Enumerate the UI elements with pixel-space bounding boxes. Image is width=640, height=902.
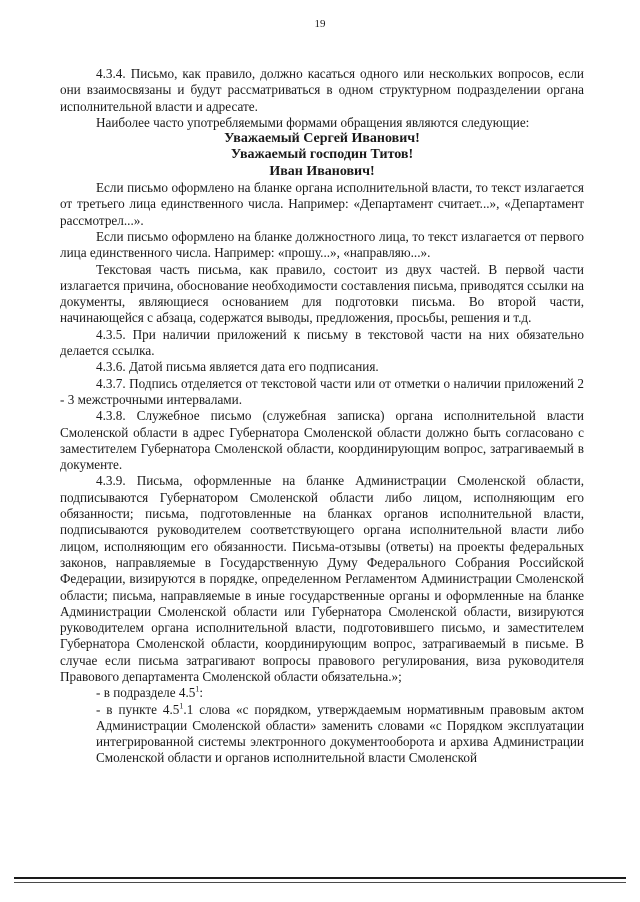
paragraph-4-3-6: 4.3.6. Датой письма является дата его подписания.: [96, 359, 379, 375]
subsection-text: - в подразделе 4.5: [96, 685, 196, 701]
paragraph-subsection-4-5-1: [60, 685, 584, 701]
paragraph-4-3-8: 4.3.8. Служебное письмо (служебная записка) органа исполнительной власти Смоленской области в адрес Губернатора Смоленской области должно быть согласовано с заместителем Губернатора Смоленской области, координирующим вопрос, затрагиваемый в документе.: [60, 408, 584, 473]
point-text-rest: .1 слова «с порядком, утверждаемым нормативным правовым актом Администрации Смоленской области» заменить словами «с Порядком эксплуатации интегрированной системы электронного документооборота и архива Администрации Смоленской области и органов исполнительной власти Смоленской: [96, 701, 584, 766]
paragraph-4-3-5: 4.3.5. При наличии приложений к письму в текстовой части на них обязательно делается ссылка.: [60, 326, 584, 359]
page-number: 19: [314, 18, 326, 30]
salutation-example-3: Иван Иванович!: [269, 163, 375, 179]
document-body: [60, 66, 584, 767]
paragraph-first-person: Если письмо оформлено на бланке должностного лица, то текст излагается от первого лица единственного числа. Например: «прошу...», «направляю...».: [60, 228, 584, 261]
paragraph-salutation-intro: Наиболее часто употребляемыми формами обращения являются следующие:: [96, 114, 530, 130]
superscript: 1: [195, 684, 200, 694]
salutation-example-1: Уважаемый Сергей Иванович!: [224, 131, 420, 147]
subsection-colon: :: [199, 685, 204, 701]
bottom-divider-thin: [14, 882, 626, 883]
paragraph-4-3-7: 4.3.7. Подпись отделяется от текстовой части или от отметки о наличии приложений 2 - 3 межстрочными интервалами.: [60, 375, 584, 407]
bottom-divider: [14, 877, 626, 879]
superscript: 1: [179, 701, 184, 711]
point-text-start: - в пункте 4.5: [96, 701, 180, 717]
paragraph-text-parts: Текстовая часть письма, как правило, состоит из двух частей. В первой части излагается причина, обоснование необходимости составления письма, приводятся ссылки на документы, являющиеся основанием для подготовки письма. Во второй части, начинающейся с абзаца, содержатся выводы, предложения, просьбы, решения и т.д.: [60, 261, 584, 326]
paragraph-4-3-4: 4.3.4. Письмо, как правило, должно касаться одного или нескольких вопросов, если они взаимосвязаны и будут рассматриваться в одном структурном подразделении органа исполнительной власти и адресате.: [60, 66, 584, 114]
paragraph-4-3-9: 4.3.9. Письма, оформленные на бланке Администрации Смоленской области, подписываются Губернатором Смоленской области либо лицом, исполняющим его обязанности; письма, подготовленные на бланках органов исполнительной власти, подписываются руководителем соответствующего органа исполнительной власти либо лицом, исполняющим его обязанности. Письма-отзывы (ответы) на проекты федеральных законов, направляемые в Государственную Думу Федерального Собрания Российской Федерации, визируются в порядке, определенном Регламентом Администрации Смоленской области; письма, направляемые в иные государственные органы и оформленные на бланке Администрации Смоленской области или Губернатора Смоленской области, визируются руководителем органа исполнительной власти, подготовившего письмо, и заместителем Губернатора Смоленской области, координирующим вопрос, затрагиваемый в письме. В случае если письма затрагивают вопросы правового регулирования, виза руководителя Правового департамента Смоленской области обязательна.»;: [60, 473, 584, 684]
paragraph-third-person: Если письмо оформлено на бланке органа исполнительной власти, то текст излагается от третьего лица единственного числа. Например: «Департамент считает...», «Департамент рассмотрел...».: [60, 180, 584, 228]
salutation-example-2: Уважаемый господин Титов!: [230, 147, 414, 163]
paragraph-point-4-5-1-1: [60, 702, 584, 767]
